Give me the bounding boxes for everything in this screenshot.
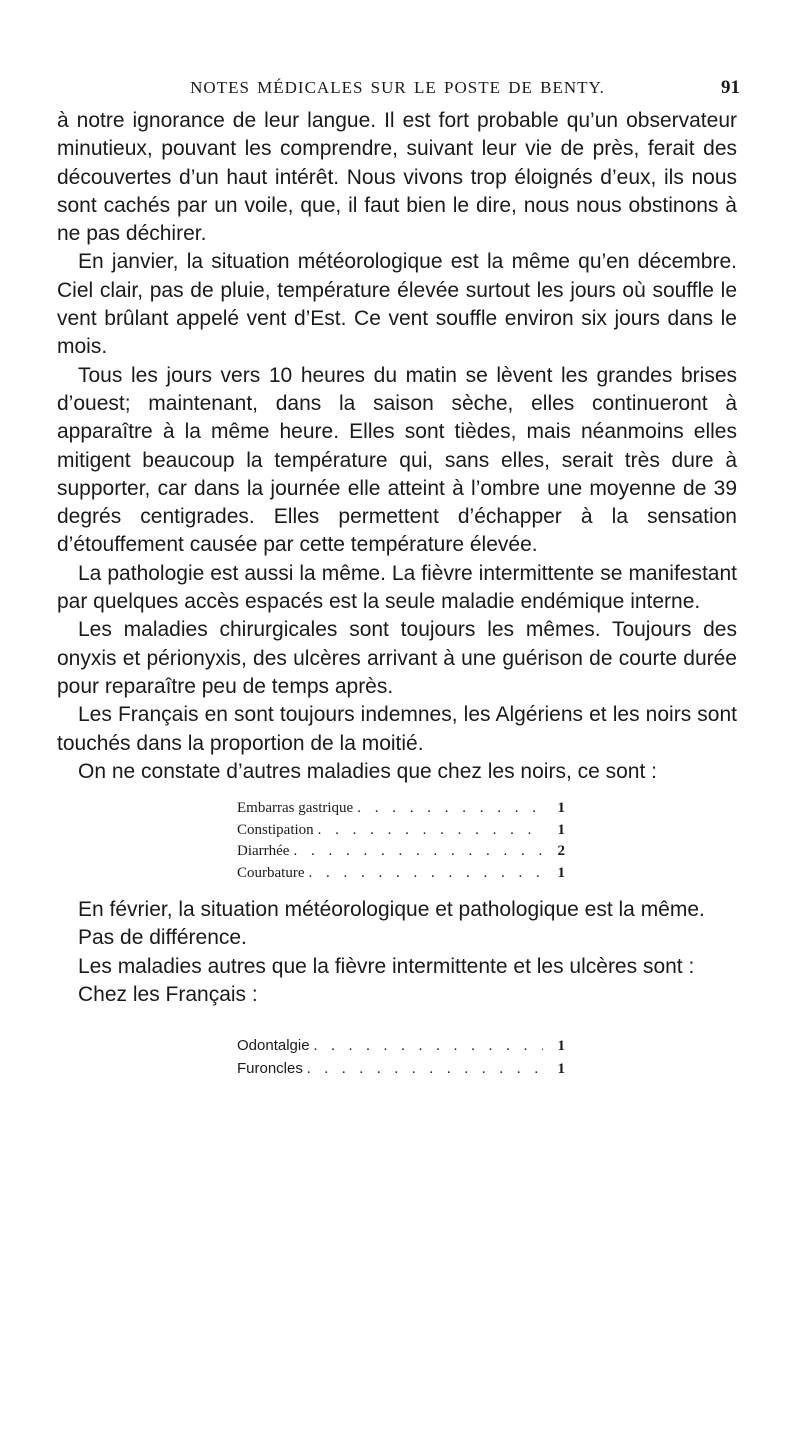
running-title: NOTES MÉDICALES SUR LE POSTE DE BENTY. <box>190 78 605 97</box>
paragraph: Les Français en sont toujours indemnes, les Algériens et les noirs sont touchés dans la proportion de la moitié. <box>57 703 737 755</box>
tally-count: 1 <box>557 800 565 817</box>
dot-leader <box>353 798 543 820</box>
dot-leader <box>310 1036 543 1058</box>
disease-tally-noirs <box>237 798 565 884</box>
paragraph: En janvier, la situation météorologique est la même qu’en décembre. Ciel clair, pas de pluie, température élevée surtout les jours où souffle le vent brûlant appelé vent d’Est. Ce vent souffle environ six jours dans le mois. <box>57 250 737 359</box>
tally-count: 1 <box>557 1060 565 1077</box>
paragraph: La pathologie est aussi la même. La fièvre intermittente se manifestant par quelques accès espacés est la seule maladie endémique interne. <box>57 561 737 614</box>
paragraph: Les maladies chirurgicales sont toujours les mêmes. Toujours des onyxis et périonyxis, des ulcères arrivant à une guérison de courte durée pour reparaître peu de temps après. <box>57 618 737 698</box>
disease-tally-francais <box>237 1035 565 1080</box>
dot-leader <box>314 820 543 842</box>
tally-row <box>237 1035 565 1058</box>
paragraph: On ne constate d’autres maladies que chez les noirs, ce sont : <box>78 759 657 783</box>
tally-label: Odontalgie <box>237 1037 310 1055</box>
tally-count: 1 <box>557 864 565 881</box>
paragraph: Pas de différence. <box>78 926 247 950</box>
tally-row <box>237 863 565 885</box>
running-head <box>55 76 740 102</box>
dot-leader <box>303 1059 543 1081</box>
tally-count: 1 <box>557 821 565 838</box>
paragraph: Les maladies autres que la fièvre intermittente et les ulcères sont : <box>78 954 695 978</box>
page-number: 91 <box>721 77 740 98</box>
paragraph: à notre ignorance de leur langue. Il est fort probable qu’un observateur minutieux, pouvant les comprendre, suivant leur vie de près, ferait des découvertes d’un haut intérêt. Nous vivons trop éloignés d’eux, ils nous sont cachés par un voile, que, il faut bien le dire, nous nous obstinons à ne pas déchirer. <box>57 109 737 246</box>
paragraph: Tous les jours vers 10 heures du matin se lèvent les grandes brises d’ouest; maintenant, dans la saison sèche, elles continueront à apparaître à la même heure. Elles sont tièdes, mais néanmoins elles mitigent beaucoup la température qui, sans elles, serait très dure à supporter, car dans la journée elle atteint à l’ombre une moyenne de 39 degrés centigrades. Elles permettent d’échapper à la sensation d’étouffement causée par cette température élevée. <box>57 363 737 557</box>
tally-row <box>237 820 565 842</box>
paragraph: Chez les Français : <box>78 983 258 1007</box>
body-text <box>57 107 737 1080</box>
tally-count: 1 <box>557 1038 565 1055</box>
tally-label: Embarras gastrique <box>237 800 354 817</box>
tally-label: Diarrhée <box>237 843 290 860</box>
tally-label: Constipation <box>237 821 314 838</box>
tally-label: Furoncles <box>237 1059 303 1077</box>
tally-count: 2 <box>557 843 565 860</box>
tally-label: Courbature <box>237 864 305 881</box>
tally-row <box>237 798 565 820</box>
dot-leader <box>289 841 543 863</box>
tally-row <box>237 1058 565 1081</box>
dot-leader <box>304 863 543 885</box>
tally-row <box>237 841 565 863</box>
paragraph: En février, la situation météorologique et pathologique est la même. <box>78 898 705 922</box>
